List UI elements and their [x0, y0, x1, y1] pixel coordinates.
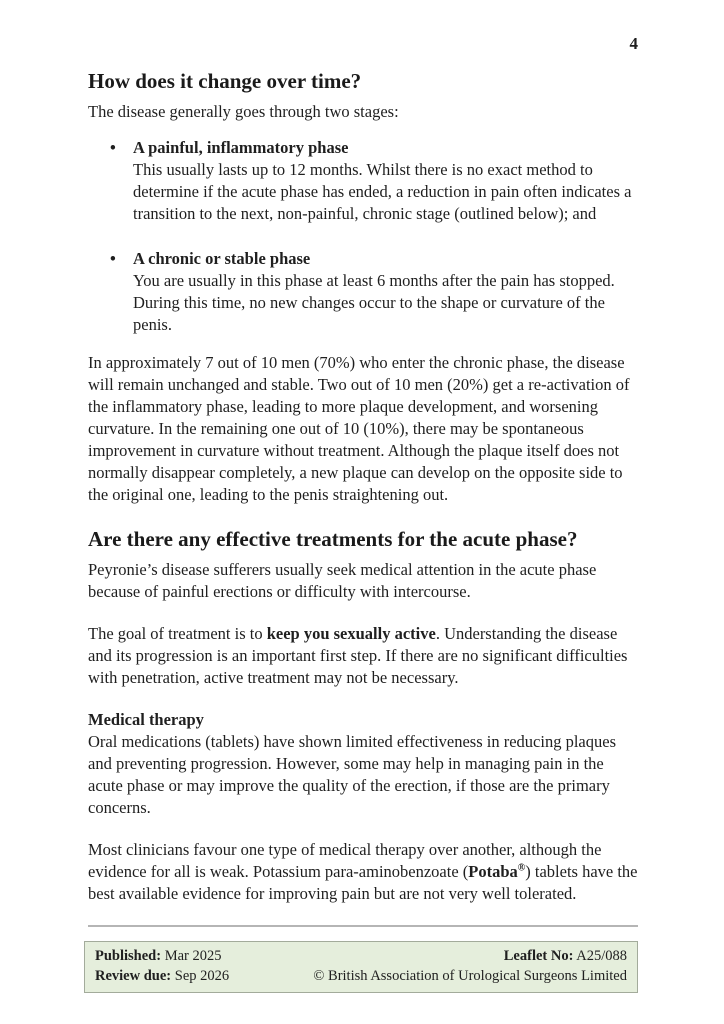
- list-item-body: You are usually in this phase at least 6 months after the pain has stopped. During this time, no new changes occur to the shape or curvature of the penis.: [133, 271, 615, 334]
- bullet-icon: •: [110, 138, 116, 157]
- intro-paragraph: The disease generally goes through two stages:: [88, 102, 399, 121]
- treatments-paragraph-1: Peyronie’s disease sufferers usually seek medical attention in the acute phase because of painful erections or difficulty with intercourse.: [88, 560, 597, 601]
- goal-text-prefix: The goal of treatment is to: [88, 624, 267, 643]
- leaflet-number-line: [313, 946, 627, 966]
- footer-divider: [88, 925, 638, 927]
- published-line: [95, 946, 229, 966]
- page-number: 4: [629, 34, 638, 53]
- leaflet-number-label: Leaflet No:: [503, 948, 574, 964]
- treatment-goal-paragraph: [88, 623, 638, 689]
- list-item-body: This usually lasts up to 12 months. Whilst there is no exact method to determine if the acute phase has ended, a reduction in pain often indicates a transition to the next, non-painful, chronic stage (outlined below); and: [133, 160, 632, 223]
- list-item-title: A painful, inflammatory phase: [133, 138, 349, 157]
- footer-right-column: [313, 946, 627, 986]
- goal-text-bold: keep you sexually active: [266, 624, 436, 643]
- footer-info-box: [84, 941, 638, 993]
- copyright-line: © British Association of Urological Surgeons Limited: [313, 968, 627, 984]
- published-label: Published:: [95, 948, 162, 964]
- footer-left-column: [95, 946, 229, 986]
- brand-name: Potaba: [468, 862, 518, 881]
- review-due-label: Review due:: [95, 968, 172, 984]
- goal-text-suffix: . Understanding the disease and its progression is an important first step. If there are no significant difficulties with penetration, active treatment may not be necessary.: [88, 624, 628, 687]
- heading-change-over-time: How does it change over time?: [88, 69, 362, 93]
- clinicians-text-suffix: ) tablets have the best available evidence for improving pain but are not very well tolerated.: [88, 862, 638, 903]
- medical-therapy-paragraph: Oral medications (tablets) have shown limited effectiveness in reducing plaques and preventing progression. However, some may help in managing pain in the acute phase or may improve the quality of the erection, if those are the primary concerns.: [88, 732, 616, 817]
- review-due-line: [95, 966, 229, 986]
- heading-effective-treatments: Are there any effective treatments for the acute phase?: [88, 527, 578, 551]
- leaflet-number-value: A25/088: [573, 948, 627, 964]
- clinicians-text-prefix: Most clinicians favour one type of medical therapy over another, although the evidence for all is weak. Potassium para-aminobenzoate (: [88, 840, 602, 881]
- list-item-chronic-phase: [88, 248, 638, 336]
- bullet-icon: •: [110, 249, 116, 268]
- subheading-medical-therapy: Medical therapy: [88, 710, 204, 729]
- published-value: Mar 2025: [161, 948, 222, 964]
- list-item-title: A chronic or stable phase: [133, 249, 311, 268]
- review-due-value: Sep 2026: [171, 968, 230, 984]
- clinicians-paragraph: [88, 839, 638, 905]
- list-item-painful-phase: [88, 137, 638, 225]
- stages-list: [88, 137, 638, 336]
- chronic-phase-statistics-paragraph: In approximately 7 out of 10 men (70%) who enter the chronic phase, the disease will remain unchanged and stable. Two out of 10 men (20%) get a re-activation of the inflammatory phase, leading to more plaque development, and worsening curvature. In the remaining one out of 10 (10%), there may be spontaneous improvement in curvature without treatment. Although the plaque itself does not normally disappear completely, a new plaque can develop on the opposite side to the original one, leading to the penis straightening out.: [88, 353, 630, 504]
- registered-trademark-icon: ®: [517, 862, 526, 874]
